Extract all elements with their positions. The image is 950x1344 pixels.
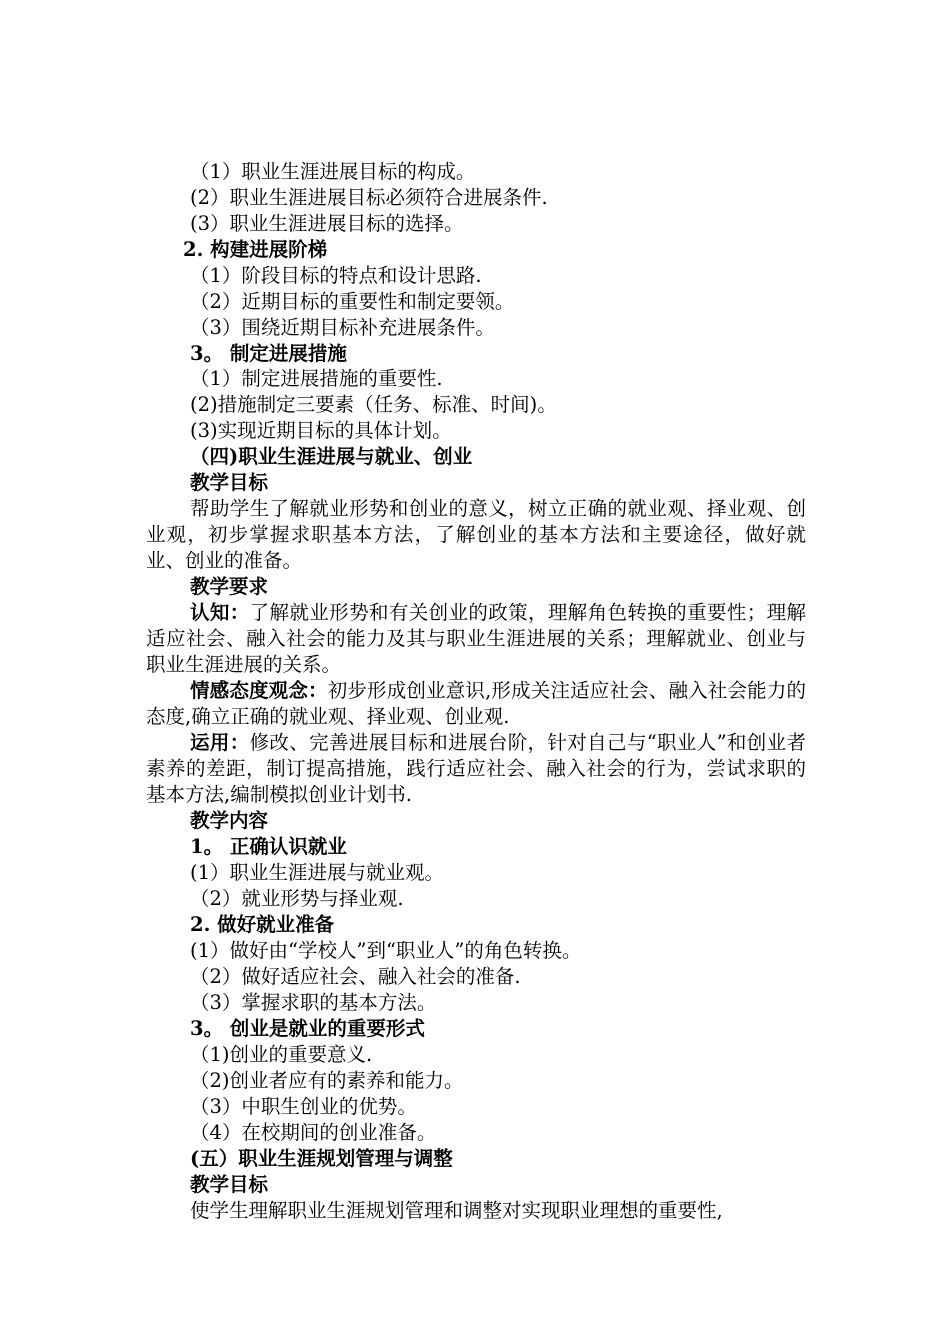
list-item: （1）职业生涯进展目标的构成。 (190, 160, 476, 183)
last-paragraph-line: 使学生理解职业生涯规划管理和调整对实现职业理想的重要性, (190, 1199, 723, 1222)
list-item: （1）制定进展措施的重要性. (190, 367, 443, 390)
heading-teaching-content: 教学内容 (190, 809, 269, 832)
heading-build-ladder: 2. 构建进展阶梯 (183, 238, 328, 261)
list-item: （2）做好适应社会、融入社会的准备. (190, 965, 521, 988)
list-item: (2）职业生涯进展目标必须符合进展条件. (190, 186, 548, 209)
attitude-text: 初步形成创业意识,形成关注适应社会、融入社会能力的态度,确立正确的就业观、择业观、创业观. (146, 679, 806, 728)
list-item: (3)实现近期目标的具体计划。 (190, 419, 452, 442)
list-item: （3）中职生创业的优势。 (190, 1095, 417, 1118)
attitude-label: 情感态度观念： (190, 679, 328, 702)
heading-teaching-goal-2: 教学目标 (190, 1173, 269, 1196)
list-item: （2）近期目标的重要性和制定要领。 (190, 290, 515, 313)
list-item: （3）掌握求职的基本方法。 (190, 991, 437, 1014)
list-item: （1)创业的重要意义. (190, 1043, 373, 1066)
list-item: （3）围绕近期目标补充进展条件。 (190, 316, 495, 339)
list-item: (3）职业生涯进展目标的选择。 (190, 212, 464, 235)
application-label: 运用： (190, 731, 250, 754)
heading-understand-employment: 1。 正确认识就业 (190, 835, 347, 858)
list-item: （2)创业者应有的素养和能力。 (190, 1069, 464, 1092)
cognition-text: 了解就业形势和有关创业的政策，理解角色转换的重要性；理解适应社会、融入社会的能力及其与职业生涯进展的关系；理解就业、创业与职业生涯进展的关系。 (146, 601, 806, 676)
application-text: 修改、完善进展目标和进展台阶，针对自己与“职业人”和创业者素养的差距，制订提高措施，践行适应社会、融入社会的行为，尝试求职的基本方法,编制模拟创业计划书. (146, 731, 806, 806)
list-item: （2）就业形势与择业观. (190, 887, 404, 910)
list-item: （4）在校期间的创业准备。 (190, 1121, 437, 1144)
application-paragraph (146, 730, 806, 808)
heading-teaching-requirements: 教学要求 (190, 575, 269, 598)
list-item: （1）阶段目标的特点和设计思路. (190, 264, 482, 287)
heading-teaching-goal: 教学目标 (190, 471, 269, 494)
list-item: (2)措施制定三要素（任务、标准、时间)。 (190, 393, 557, 416)
heading-measures: 3。 制定进展措施 (190, 342, 347, 365)
cognition-label: 认知： (190, 601, 250, 624)
list-item: (1）职业生涯进展与就业观。 (190, 861, 445, 884)
attitude-paragraph (146, 678, 806, 730)
heading-prepare-employment: 2. 做好就业准备 (190, 913, 335, 936)
section-heading-5: (五）职业生涯规划管理与调整 (190, 1147, 453, 1170)
heading-entrepreneurship: 3。 创业是就业的重要形式 (190, 1017, 425, 1040)
cognition-paragraph (146, 600, 806, 678)
list-item: (1）做好由“学校人”到“职业人”的角色转换。 (190, 939, 582, 962)
section-heading-4: （四)职业生涯进展与就业、创业 (190, 445, 473, 468)
goal-paragraph: 帮助学生了解就业形势和创业的意义，树立正确的就业观、择业观、创业观，初步掌握求职基本方法，了解创业的基本方法和主要途径，做好就业、创业的准备。 (146, 497, 806, 572)
